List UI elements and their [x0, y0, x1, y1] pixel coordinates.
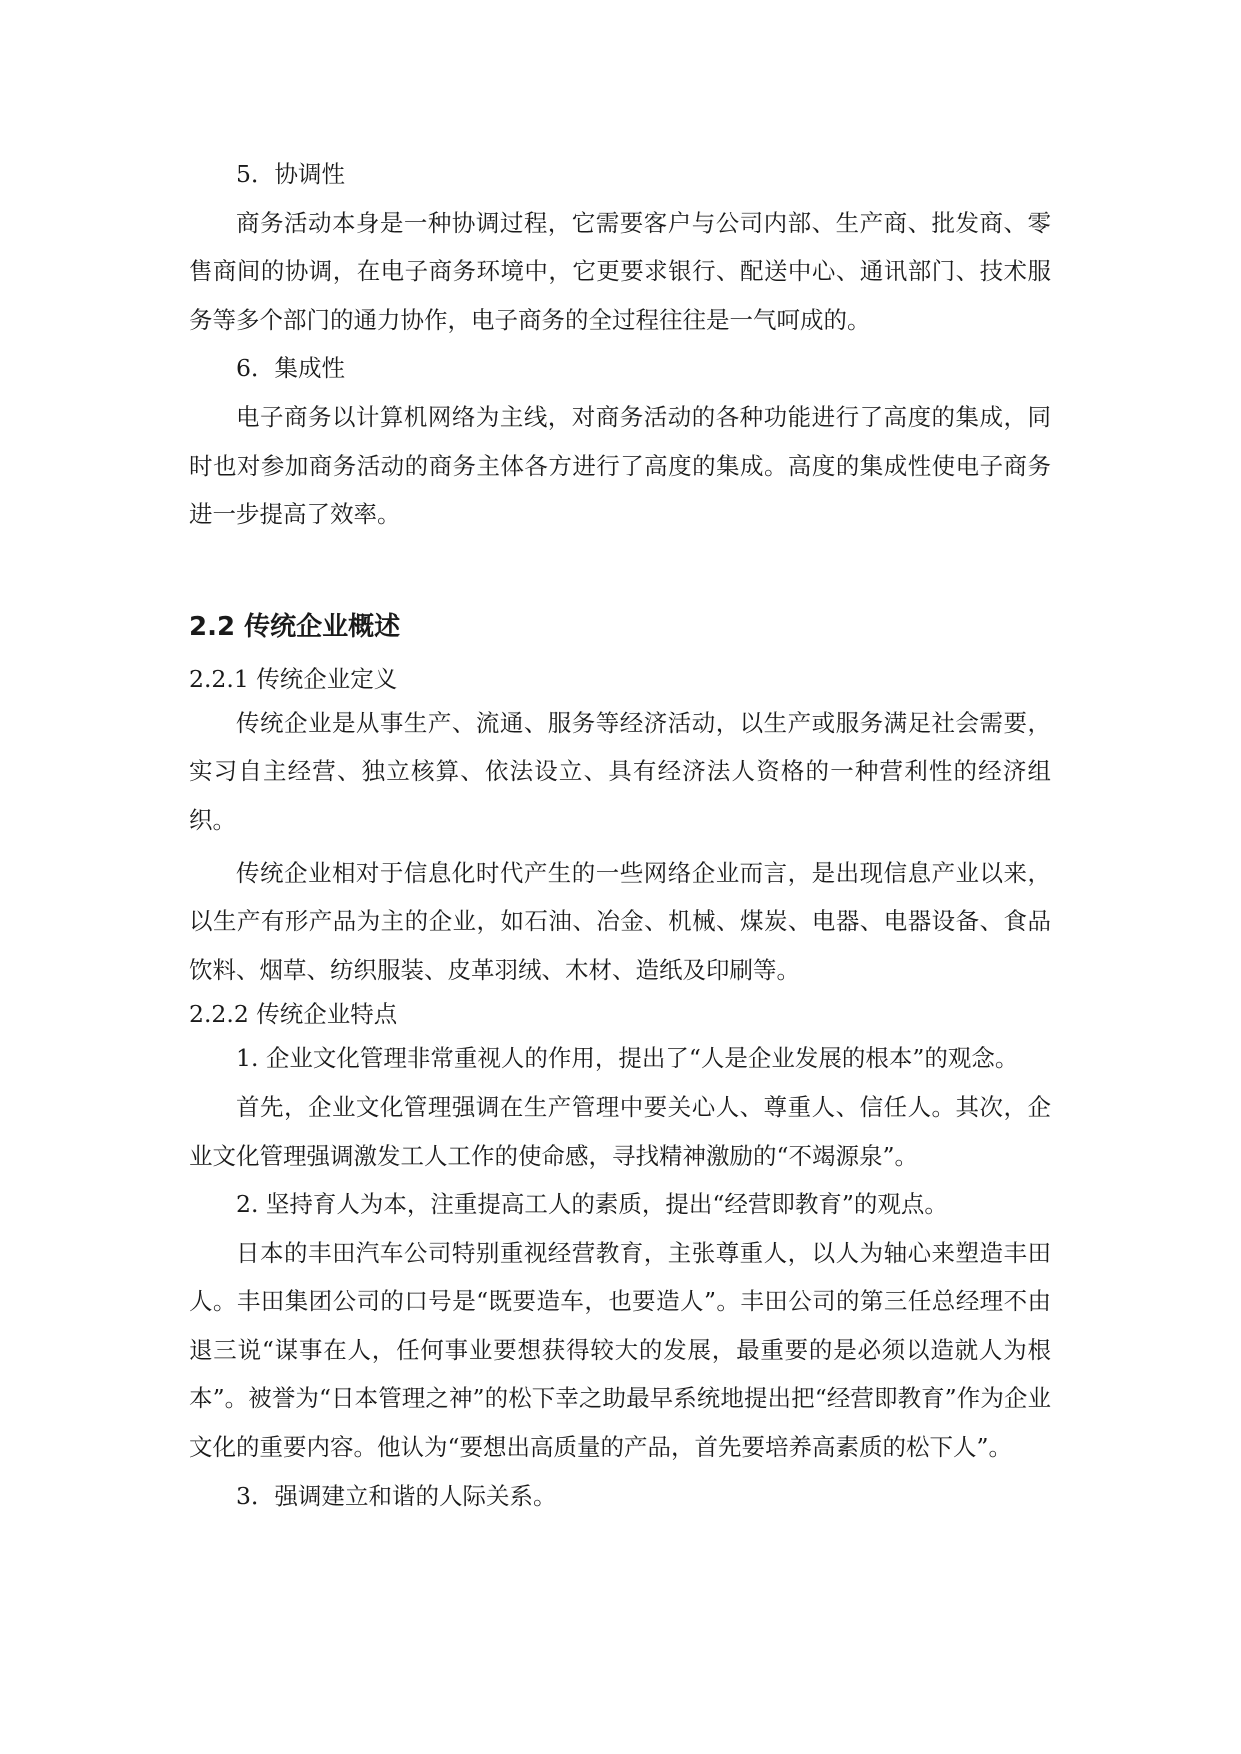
feature-point-1: 1. 企业文化管理非常重视人的作用，提出了“人是企业发展的根本”的观念。	[236, 1044, 1019, 1073]
item-6-title: 6．集成性	[236, 354, 345, 383]
item-6-paragraph: 电子商务以计算机网络为主线，对商务活动的各种功能进行了高度的集成，同时也对参加商务活动的商务主体各方进行了高度的集成。高度的集成性使电子商务进一步提高了效率。	[189, 402, 1051, 529]
feature-point-1-paragraph: 首先，企业文化管理强调在生产管理中要关心人、尊重人、信任人。其次，企业文化管理强调激发工人工作的使命感，寻找精神激励的“不竭源泉”。	[189, 1092, 1051, 1170]
feature-point-3: 3．强调建立和谐的人际关系。	[236, 1481, 557, 1510]
feature-point-2-paragraph: 日本的丰田汽车公司特别重视经营教育，主张尊重人，以人为轴心来塑造丰田人。丰田集团公司的口号是“既要造车，也要造人”。丰田公司的第三任总经理不由退三说“谋事在人，任何事业要想获得较大的发展，最重要的是必须以造就人为根本”。被誉为“日本管理之神”的松下幸之助最早系统地提出把“经营即教育”作为企业文化的重要内容。他认为“要想出高质量的产品，首先要培养高素质的松下人”。	[189, 1238, 1051, 1462]
document-page	[189, 150, 1051, 1520]
definition-paragraph-2: 传统企业相对于信息化时代产生的一些网络企业而言，是出现信息产业以来，以生产有形产品为主的企业，如石油、冶金、机械、煤炭、电器、电器设备、食品饮料、烟草、纺织服装、皮革羽绒、木材、造纸及印刷等。	[189, 858, 1051, 984]
item-5-paragraph: 商务活动本身是一种协调过程，它需要客户与公司内部、生产商、批发商、零售商间的协调，在电子商务环境中，它更要求银行、配送中心、通讯部门、技术服务等多个部门的通力协作，电子商务的全过程往往是一气呵成的。	[189, 208, 1051, 334]
subsection-title-features: 2.2.2 传统企业特点	[189, 1000, 398, 1029]
subsection-title-definition: 2.2.1 传统企业定义	[189, 664, 398, 693]
section-heading: 2.2 传统企业概述	[189, 611, 401, 642]
feature-point-2: 2. 坚持育人为本，注重提高工人的素质，提出“经营即教育”的观点。	[236, 1190, 948, 1219]
item-5-title: 5．协调性	[236, 160, 345, 188]
definition-paragraph-1: 传统企业是从事生产、流通、服务等经济活动，以生产或服务满足社会需要，实习自主经营、独立核算、依法设立、具有经济法人资格的一种营利性的经济组织。	[189, 708, 1051, 834]
